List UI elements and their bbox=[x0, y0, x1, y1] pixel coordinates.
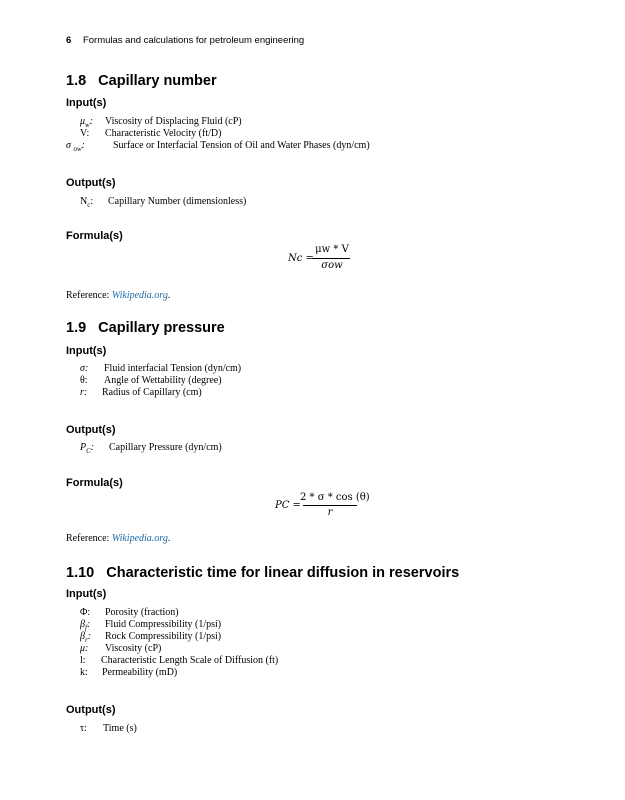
section-heading-characteristic-time: 1.10 Characteristic time for linear diffusion in reservoirs bbox=[66, 565, 460, 581]
formula-numerator: 2 * σ * cos (θ) bbox=[300, 492, 370, 503]
inputs-heading: Input(s) bbox=[66, 97, 107, 109]
running-header bbox=[66, 35, 304, 46]
list-item: $\mu_w$: Viscosity of Displacing Fluid (cP) bbox=[80, 116, 242, 129]
outputs-heading: Output(s) bbox=[66, 177, 116, 189]
formula-denominator: σow bbox=[321, 260, 343, 271]
formula-lhs: PC = bbox=[275, 500, 301, 511]
page-number: 6 bbox=[66, 35, 72, 46]
list-item: k: Permeability (mD) bbox=[80, 667, 178, 678]
formula-denominator: r bbox=[327, 507, 333, 518]
outputs-heading: Output(s) bbox=[66, 424, 116, 436]
list-item: Φ: Porosity (fraction) bbox=[80, 607, 179, 618]
list-item: $\beta_r$: Rock Compressibility (1/psi) bbox=[80, 631, 222, 644]
formula-numerator: μw * V bbox=[315, 244, 349, 255]
list-item: σ $_{ow}$: Surface or Interfacial Tension of Oil and Water Phases (dyn/cm) bbox=[66, 140, 370, 153]
formula-capillary-pressure bbox=[275, 492, 370, 526]
reference: Reference: Wikipedia.org. bbox=[66, 533, 171, 544]
list-item: l: Characteristic Length Scale of Diffusion (ft) bbox=[80, 655, 279, 666]
list-item: $\beta_f$: Fluid Compressibility (1/psi) bbox=[80, 619, 222, 632]
reference-link[interactable]: Wikipedia.org bbox=[111, 533, 168, 544]
fraction-bar bbox=[303, 505, 357, 506]
formula-lhs: Nc = bbox=[288, 253, 314, 264]
outputs-heading: Output(s) bbox=[66, 704, 116, 716]
fraction-bar bbox=[312, 258, 350, 259]
list-item: σ: Fluid interfacial Tension (dyn/cm) bbox=[80, 363, 242, 374]
list-item: r: Radius of Capillary (cm) bbox=[80, 387, 202, 398]
section-heading-capillary-number: 1.8 Capillary number bbox=[66, 73, 217, 89]
section-heading-capillary-pressure: 1.9 Capillary pressure bbox=[66, 320, 225, 336]
running-title: Formulas and calculations for petroleum engineering bbox=[82, 35, 305, 46]
list-item: θ: Angle of Wettability (degree) bbox=[80, 375, 222, 386]
formula-heading: Formula(s) bbox=[66, 477, 123, 489]
inputs-heading: Input(s) bbox=[66, 588, 107, 600]
formula-heading: Formula(s) bbox=[66, 230, 123, 242]
list-item: τ: Time (s) bbox=[80, 723, 137, 734]
list-item: V: Characteristic Velocity (ft/D) bbox=[80, 128, 222, 139]
list-item: $P_C$: Capillary Pressure (dyn/cm) bbox=[80, 442, 222, 455]
reference: Reference: Wikipedia.org. bbox=[66, 290, 171, 301]
inputs-heading: Input(s) bbox=[66, 345, 107, 357]
list-item: μ: Viscosity (cP) bbox=[80, 643, 162, 654]
formula-capillary-number bbox=[288, 244, 368, 278]
reference-link[interactable]: Wikipedia.org bbox=[111, 290, 168, 301]
list-item: $N_c$: Capillary Number (dimensionless) bbox=[80, 196, 247, 209]
